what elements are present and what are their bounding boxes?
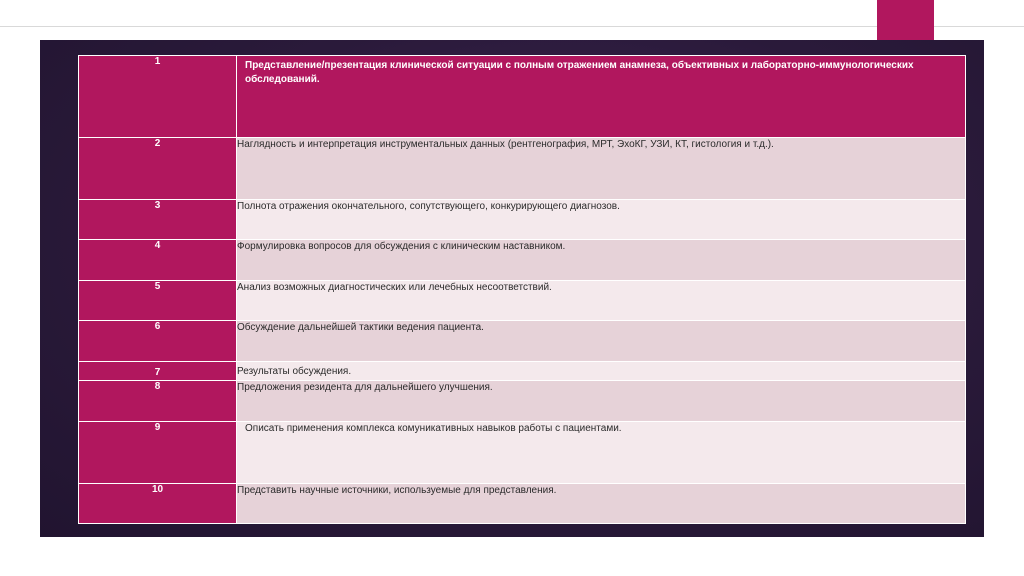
row-description: Предложения резидента для дальнейшего улучшения. [237, 381, 966, 422]
table-row [79, 281, 966, 321]
table-row [79, 381, 966, 422]
row-description: Анализ возможных диагностических или лечебных несоответствий. [237, 281, 966, 321]
row-description: Результаты обсуждения. [237, 362, 966, 381]
row-number: 10 [79, 484, 237, 524]
row-number: 4 [79, 240, 237, 281]
row-description: Представить научные источники, используемые для представления. [237, 484, 966, 524]
row-description: Описать применения комплекса комуникативных навыков работы с пациентами. [237, 422, 966, 484]
table-row [79, 240, 966, 281]
slide-top-divider [0, 26, 1024, 27]
row-number: 2 [79, 138, 237, 200]
row-number: 6 [79, 321, 237, 362]
row-description: Представление/презентация клинической ситуации с полным отражением анамнеза, объективных и лабораторно-иммунологических обследований. [237, 56, 966, 138]
row-description: Формулировка вопросов для обсуждения с клиническим наставником. [237, 240, 966, 281]
row-number: 3 [79, 200, 237, 240]
table-row [79, 422, 966, 484]
table-row [79, 138, 966, 200]
table-row [79, 484, 966, 524]
row-description: Наглядность и интерпретация инструментальных данных (рентгенография, МРТ, ЭхоКГ, УЗИ, КТ, гистология и т.д.). [237, 138, 966, 200]
row-number: 1 [79, 56, 237, 138]
row-description: Обсуждение дальнейшей тактики ведения пациента. [237, 321, 966, 362]
row-number: 7 [79, 362, 237, 381]
row-number: 8 [79, 381, 237, 422]
row-number: 9 [79, 422, 237, 484]
table-row [79, 362, 966, 381]
row-number: 5 [79, 281, 237, 321]
table-row [79, 200, 966, 240]
table-row [79, 321, 966, 362]
row-description: Полнота отражения окончательного, сопутствующего, конкурирующего диагнозов. [237, 200, 966, 240]
criteria-table [78, 55, 966, 524]
table-row [79, 56, 966, 138]
